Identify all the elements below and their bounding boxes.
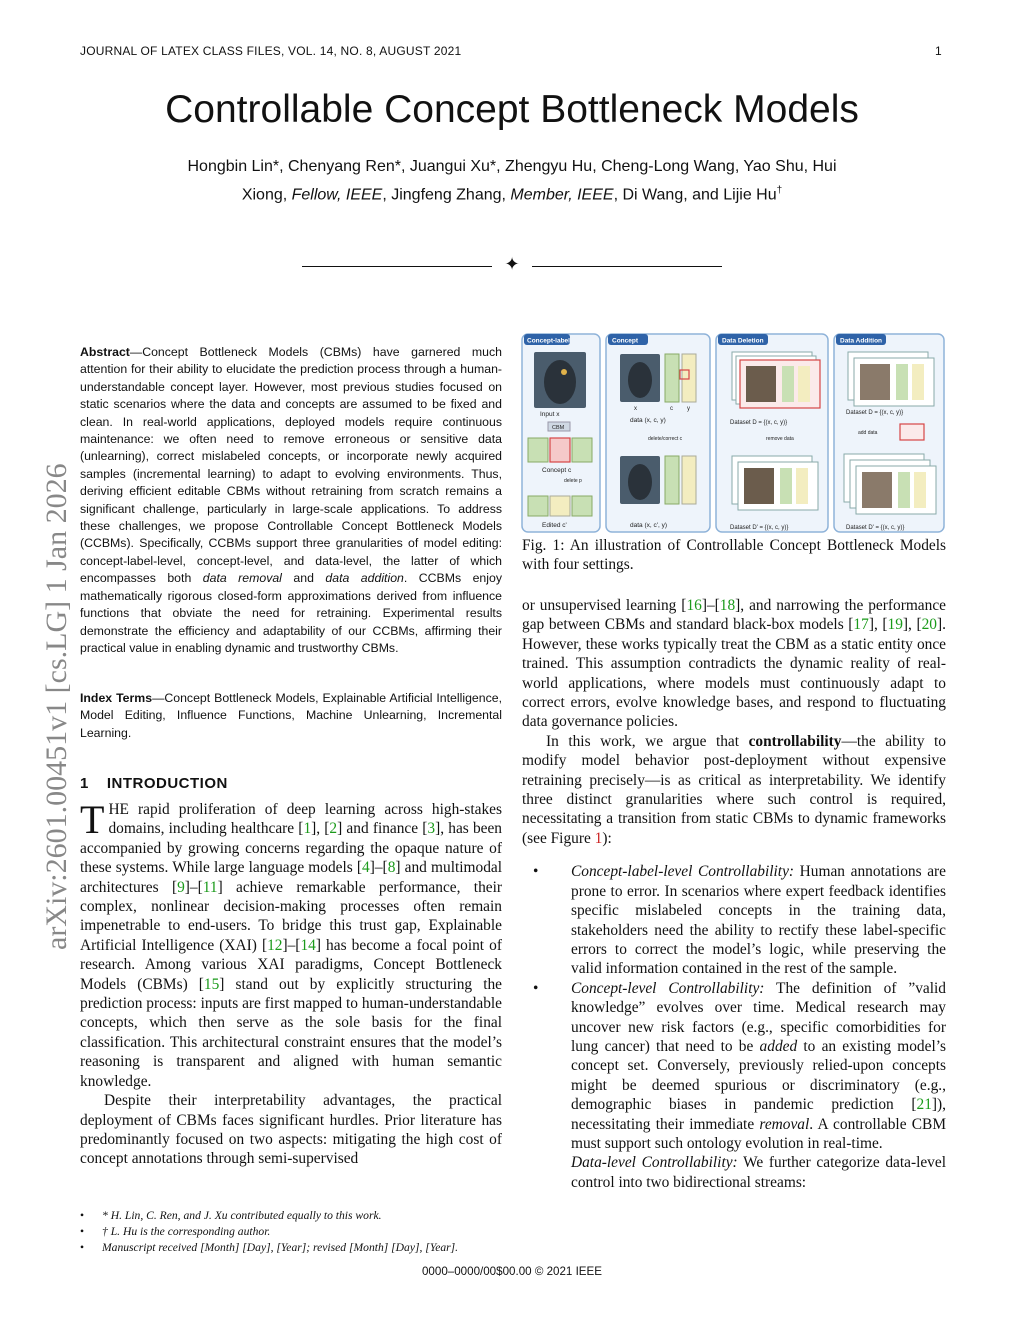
text: —the ability to modify model behavior post-deployment without expensive retraining precisely—is as critical as interpretability. We identify three distinct granularities where such control is required, necessitating a transition from static CBMs to dynamic frameworks (see Figure xyxy=(522,732,947,847)
section-heading xyxy=(80,775,228,792)
text: ] and finance [ xyxy=(337,820,428,838)
concept-column xyxy=(780,468,792,504)
figure-label: Dataset D = {(x, c, y)} xyxy=(730,420,788,426)
index-terms-text: —Concept Bottleneck Models, Explainable Artificial Intelligence, Model Editing, Influence Functions, Machine Unlearning, Incremental Learning. xyxy=(80,691,503,740)
citation-link[interactable]: 3 xyxy=(427,820,436,838)
text: Human annotations are prone to error. In scenarios where expert feedback identifies specific mislabeled concepts in the training data, stakeholders need the ability to rectify these label-specific errors to correct the model’s logic, while preserving the valid information contained in the rest of the sample. xyxy=(571,863,946,978)
figure-label: x xyxy=(634,406,637,412)
figure-label: Input x xyxy=(540,411,560,418)
abstract-emphasis: data addition xyxy=(325,571,404,586)
text: ]), necessitating their immediate xyxy=(571,1096,946,1133)
figure-label: add data xyxy=(858,430,878,436)
figure-label: Dataset D' = {(x, c, y)} xyxy=(730,525,789,531)
figure-1 xyxy=(520,330,946,535)
figure-label: CBM xyxy=(552,425,565,431)
section-title: INTRODUCTION xyxy=(106,775,228,792)
panel-title: Data Deletion xyxy=(722,337,764,345)
text: ]–[ xyxy=(282,936,301,954)
emphasis: removal xyxy=(759,1115,810,1133)
concept-card xyxy=(550,496,570,516)
text: ] and multimodal architectures [ xyxy=(80,859,502,896)
text: We further categorize data-level control into two bidirectional streams: xyxy=(571,1154,946,1191)
text: ]–[ xyxy=(369,859,388,877)
bird-shape xyxy=(628,464,652,500)
citation-link[interactable]: 9 xyxy=(177,878,185,896)
figure-label: remove data xyxy=(766,436,794,442)
text: rapid proliferation of deep learning across high-stakes domains, including healthcare [ xyxy=(108,801,502,838)
citation-link[interactable]: 11 xyxy=(202,878,218,896)
paragraph xyxy=(522,596,946,732)
citation-link[interactable]: 12 xyxy=(267,936,283,954)
citation-link[interactable]: 21 xyxy=(916,1096,932,1114)
citation-link[interactable]: 1 xyxy=(303,820,312,838)
author-line-2 xyxy=(120,179,904,207)
citation-link[interactable]: 14 xyxy=(300,936,316,954)
author-text: , Di Wang, and Lijie Hu xyxy=(613,186,777,204)
figure-label: c xyxy=(670,406,673,412)
figure-label: Edited c' xyxy=(542,522,567,529)
arxiv-watermark-text: arXiv:2601.00451v1 [cs.LG] 1 Jan 2026 xyxy=(40,463,73,950)
figure-label: Dataset D' = {(x, c, y)} xyxy=(846,525,905,531)
label-column xyxy=(796,468,808,504)
text: ], and narrowing the performance gap between CBMs and standard black-box models [ xyxy=(522,597,946,634)
intro-paragraph-2: Despite their interpretability advantages, the practical deployment of CBMs faces significant hurdles. Prior literature has predominantly focused on two aspects: mitigating the high cost of concept annotations through semi-supervised xyxy=(80,1092,502,1168)
bullet-item xyxy=(522,862,946,978)
drop-cap: T xyxy=(80,797,105,842)
citation-link[interactable]: 15 xyxy=(203,975,220,993)
bullet-label: Data-level Controllability: xyxy=(571,1154,738,1172)
index-terms-label: Index Terms xyxy=(80,691,153,705)
label-column xyxy=(912,364,924,400)
concept-column xyxy=(782,366,794,402)
text: ] stand out by explicitly structuring the prediction process: inputs are first mapped to human-understandable concepts, which then serve as the sole basis for the final classification. This architectural constraint ensures that the model’s reasoning is transparent and aligned with human semantic knowledge. xyxy=(80,975,502,1090)
text: ]. However, these works typically treat the CBM as a static entity once trained. This assumption contradicts the dynamic reality of real-world applications, where models must continuously adapt to correct errors, evolve knowledge bases, and respond to fluctuating data governance policies. xyxy=(522,616,946,731)
text: ] has become a focal point of research. Among various XAI paradigms, Concept Bottleneck Models (CBMs) [ xyxy=(80,936,502,993)
figure-label: y xyxy=(687,406,690,412)
concept-column xyxy=(665,354,679,402)
text: to an existing model’s concept set. Conversely, previously relied-upon concepts might be deemed spurious or discriminatory (e.g., demographic biases in pandemic prediction [ xyxy=(571,1037,946,1114)
right-column-body xyxy=(522,596,946,1192)
footnote-item: • † L. Hu is the corresponding author. xyxy=(80,1224,510,1240)
text: ]–[ xyxy=(701,597,720,614)
journal-header: JOURNAL OF LATEX CLASS FILES, VOL. 14, NO. 8, AUGUST 2021 xyxy=(80,44,462,58)
bird-image xyxy=(860,364,890,400)
separator-line-right xyxy=(532,266,722,267)
intro-paragraph-1 xyxy=(80,797,503,1091)
paper-title: Controllable Concept Bottleneck Models xyxy=(165,88,859,131)
text: ]–[ xyxy=(184,878,203,896)
page-number: 1 xyxy=(935,44,942,58)
concept-card xyxy=(572,496,592,516)
bird-eye xyxy=(561,369,567,375)
text: ], has been accompanied by growing concerns regarding the opaque nature of these systems. While large language models [ xyxy=(80,820,502,877)
footnotes xyxy=(80,1208,510,1256)
dagger-mark: † xyxy=(776,185,783,196)
concept-card xyxy=(528,496,548,516)
citation-link[interactable]: 19 xyxy=(887,616,903,634)
abstract-text: —Concept Bottleneck Models (CBMs) have garnered much attention for their ability to elucidate the prediction process through a human-understandable concept layer. However, most previous studies focused on static scenarios where the data and concepts are assumed to be fixed and clean. In real-world applications, deployed models require continuous maintenance: we often need to remove erroneous or sensitive data (unlearning), correct mislabeled concepts, or incorporate newly acquired samples (incremental learning) to adapt to evolving environments. Thus, deriving efficient editable CBMs without retraining from scratch remains a significant challenge, particularly in large-scale applications. To address these challenges, we propose Controllable Concept Bottleneck Models (CCBMs). Specifically, CCBMs support three granularities of model editing: concept-label-level, concept-level, and data-level, the latter of which encompasses both xyxy=(80,345,502,586)
concept-column xyxy=(896,364,908,400)
abstract xyxy=(80,344,502,657)
lead-word: HE xyxy=(108,801,129,818)
paragraph xyxy=(522,732,946,848)
text: ], [ xyxy=(868,616,888,634)
arxiv-watermark xyxy=(20,380,73,950)
panel-title: Concept xyxy=(612,337,638,345)
concept-column xyxy=(898,472,910,508)
concept-column xyxy=(665,456,679,504)
footnote-item: • * H. Lin, C. Ren, and J. Xu contributed equally to this work. xyxy=(80,1208,510,1224)
new-data-card xyxy=(900,424,924,440)
copyright-footer: 0000–0000/00$00.00 © 2021 IEEE xyxy=(421,1265,603,1278)
citation-link[interactable]: 8 xyxy=(387,859,396,877)
section-number: 1 xyxy=(80,775,89,792)
bullet-label: Concept-label-level Controllability: xyxy=(571,863,795,881)
figure-caption: Fig. 1: An illustration of Controllable Concept Bottleneck Models with four settings. xyxy=(522,537,946,574)
member-title: Member, IEEE xyxy=(510,186,614,204)
abstract-text: and xyxy=(281,571,326,586)
figure-1-illustration xyxy=(520,330,946,535)
bird-image xyxy=(746,366,776,402)
label-column xyxy=(798,366,810,402)
citation-link[interactable]: 4 xyxy=(362,859,370,877)
text: ] achieve remarkable performance, their complex, nonlinear decision-making processes often remain impenetrable to end-users. To bridge this trust gap, Explainable Artificial Intelligence (XAI) [ xyxy=(80,878,503,954)
text: . A controllable CBM must support such ontology evolution in real-time. xyxy=(571,1115,947,1152)
bird-image xyxy=(862,472,892,508)
figure-label: delete p xyxy=(564,478,582,484)
fellow-title: Fellow, IEEE xyxy=(291,186,383,204)
bird-shape xyxy=(544,360,576,404)
spacer xyxy=(522,848,946,862)
citation-link[interactable]: 16 xyxy=(686,597,702,614)
figure-label: delete/correct c xyxy=(648,436,683,442)
figure-link[interactable]: 1 xyxy=(594,829,603,847)
index-terms xyxy=(80,690,502,742)
label-column xyxy=(914,472,926,508)
bullet-continuation xyxy=(522,1153,946,1192)
abstract-text: . CCBMs enjoy mathematically rigorous closed-form approximations derived from influence functions that obviate the need for retraining. Experimental results demonstrate the efficiency and adaptability of our CCBMs, affirming their practical value in enabling dynamic and trustworthy CBMs. xyxy=(80,571,502,655)
label-column xyxy=(682,456,696,504)
text: ): xyxy=(602,829,612,847)
concept-card-highlight xyxy=(550,438,570,462)
author-text: Xiong, xyxy=(241,186,292,204)
citation-link[interactable]: 18 xyxy=(719,597,736,614)
abstract-emphasis: data removal xyxy=(202,571,282,586)
separator-diamond-icon: ✦ xyxy=(504,254,520,274)
bullet-item xyxy=(522,979,946,1154)
text: or unsupervised learning [ xyxy=(522,597,687,614)
emphasis: added xyxy=(759,1037,798,1055)
bold-term: controllability xyxy=(748,732,842,750)
citation-link[interactable]: 2 xyxy=(329,820,338,838)
abstract-label: Abstract xyxy=(80,345,130,359)
bird-image xyxy=(744,468,774,504)
bird-shape xyxy=(628,362,652,398)
text: The definition of ”valid knowledge” evolves over time. Medical research may uncover new risk factors (e.g., specific comorbidities for lung cancer) that need to be xyxy=(571,979,946,1055)
footnote-item: • Manuscript received [Month] [Day], [Year]; revised [Month] [Day], [Year]. xyxy=(80,1240,510,1256)
figure-label: data (x, c', y) xyxy=(630,522,668,529)
figure-label: data (x, c, y) xyxy=(630,417,666,424)
panel-title: Data Addition xyxy=(840,337,883,345)
author-line-1: Hongbin Lin*, Chenyang Ren*, Juangui Xu*, Zhengyu Hu, Cheng-Long Wang, Yao Shu, Hui xyxy=(187,158,837,175)
citation-link[interactable]: 20 xyxy=(921,616,937,634)
text: In this work, we argue that xyxy=(546,732,749,750)
bullet-label: Concept-level Controllability: xyxy=(571,979,765,997)
text: ], [ xyxy=(902,616,922,634)
separator-line-left xyxy=(302,266,492,267)
concept-card xyxy=(572,438,592,462)
panel-title: Concept-label xyxy=(527,337,570,345)
citation-link[interactable]: 17 xyxy=(853,616,869,634)
figure-label: Dataset D = {(x, c, y)} xyxy=(846,410,904,416)
concept-card xyxy=(528,438,548,462)
author-text: , Jingfeng Zhang, xyxy=(382,186,511,204)
text: ], [ xyxy=(311,820,330,838)
intro-body xyxy=(80,797,503,1169)
author-list xyxy=(120,155,904,207)
figure-label: Concept c xyxy=(542,467,572,474)
